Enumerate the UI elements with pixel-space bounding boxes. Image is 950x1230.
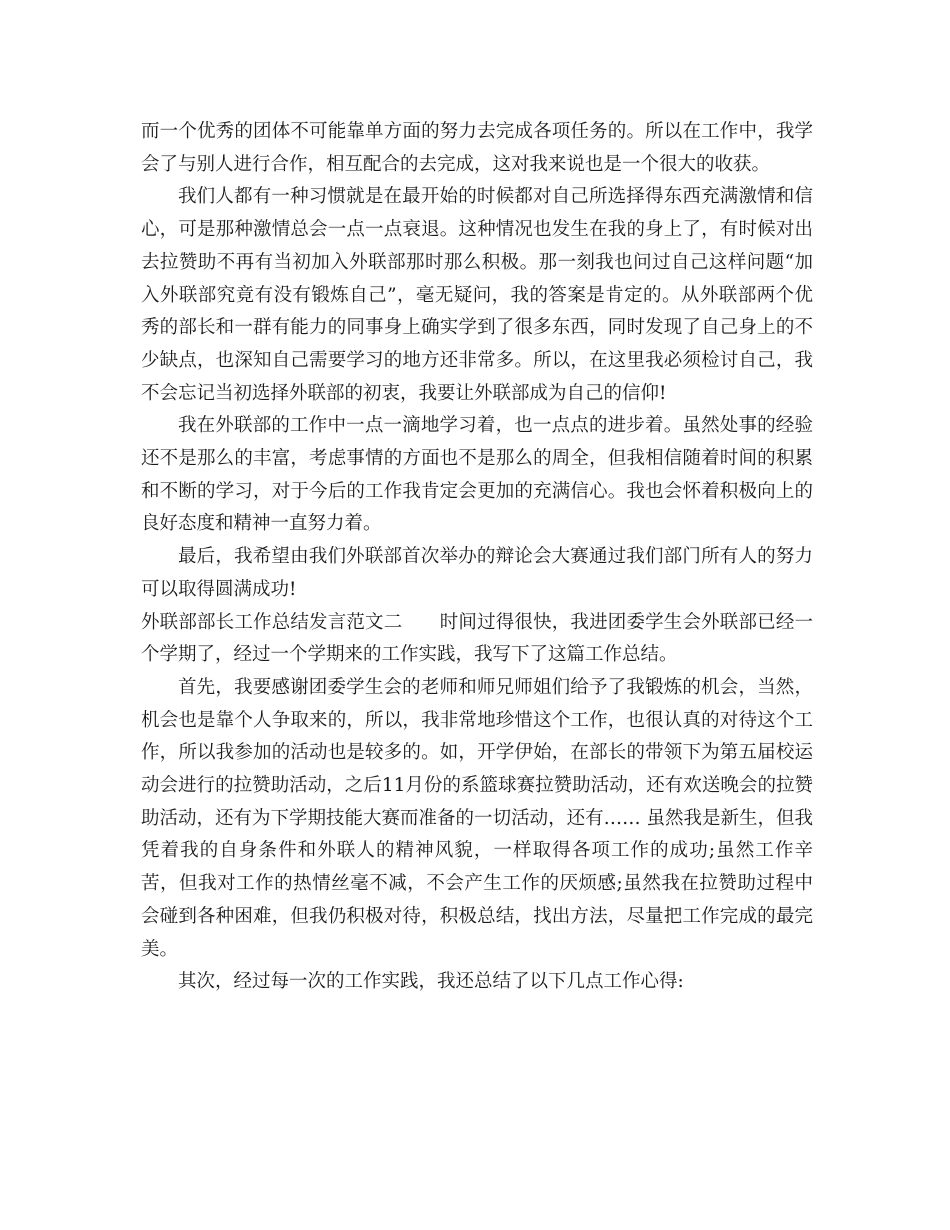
paragraph-section-two-intro: 外联部部长工作总结发言范文二 时间过得很快，我进团委学生会外联部已经一个学期了，经过一个学期来的工作实践，我写下了这篇工作总结。 [141, 611, 813, 666]
paragraph-experience-intro: 其次，经过每一次的工作实践，我还总结了以下几点工作心得: [178, 971, 684, 993]
paragraph-debate-wish: 最后，我希望由我们外联部首次举办的辩论会大赛通过我们部门所有人的努力可以取得圆满成功! [141, 546, 813, 600]
paragraph-passion: 我们人都有一种习惯就是在最开始的时候都对自己所选择得东西充满激情和信心，可是那种激情总会一点一点衰退。这种情况也发生在我的身上了，有时候对出去拉赞助不再有当初加入外联部那时那么积极。那一刻我也问过自己这样问题“加入外联部究竟有没有锻炼自己”，毫无疑问，我的答案是肯定的。从外联部两个优秀的部长和一群有能力的同事身上确实学到了很多东西，同时发现了自己身上的不少缺点，也深知自己需要学习的地方还非常多。所以，在这里我必须检讨自己，我不会忘记当初选择外联部的初衷，我要让外联部成为自己的信仰! [141, 186, 813, 404]
paragraph-learning: 我在外联部的工作中一点一滴地学习着，也一点点的进步着。虽然处事的经验还不是那么的丰富，考虑事情的方面也不是那么的周全，但我相信随着时间的积累和不断的学习，对于今后的工作我肯定会更加的充满信心。我也会怀着积极向上的良好态度和精神一直努力着。 [141, 415, 813, 535]
paragraph-gratitude: 首先，我要感谢团委学生会的老师和师兄师姐们给予了我锻炼的机会，当然，机会也是靠个人争取来的，所以，我非常地珍惜这个工作，也很认真的对待这个工作，所以我参加的活动也是较多的。如，开学伊始，在部长的带领下为第五届校运动会进行的拉赞助活动，之后11月份的系篮球赛拉赞助活动，还有欢送晚会的拉赞助活动，还有为下学期技能大赛而准备的一切活动，还有…… 虽然我是新生，但我凭着我的自身条件和外联人的精神风貌，一样取得各项工作的成功;虽然工作辛苦，但我对工作的热情丝毫不减，不会产生工作的厌烦感;虽然我在拉赞助过程中会碰到各种困难，但我仍积极对待，积极总结，找出方法，尽量把工作完成的最完美。 [141, 676, 813, 960]
document-body [141, 116, 813, 999]
paragraph-teamwork: 而一个优秀的团体不可能靠单方面的努力去完成各项任务的。所以在工作中，我学会了与别人进行合作，相互配合的去完成，这对我来说也是一个很大的收获。 [141, 121, 813, 175]
